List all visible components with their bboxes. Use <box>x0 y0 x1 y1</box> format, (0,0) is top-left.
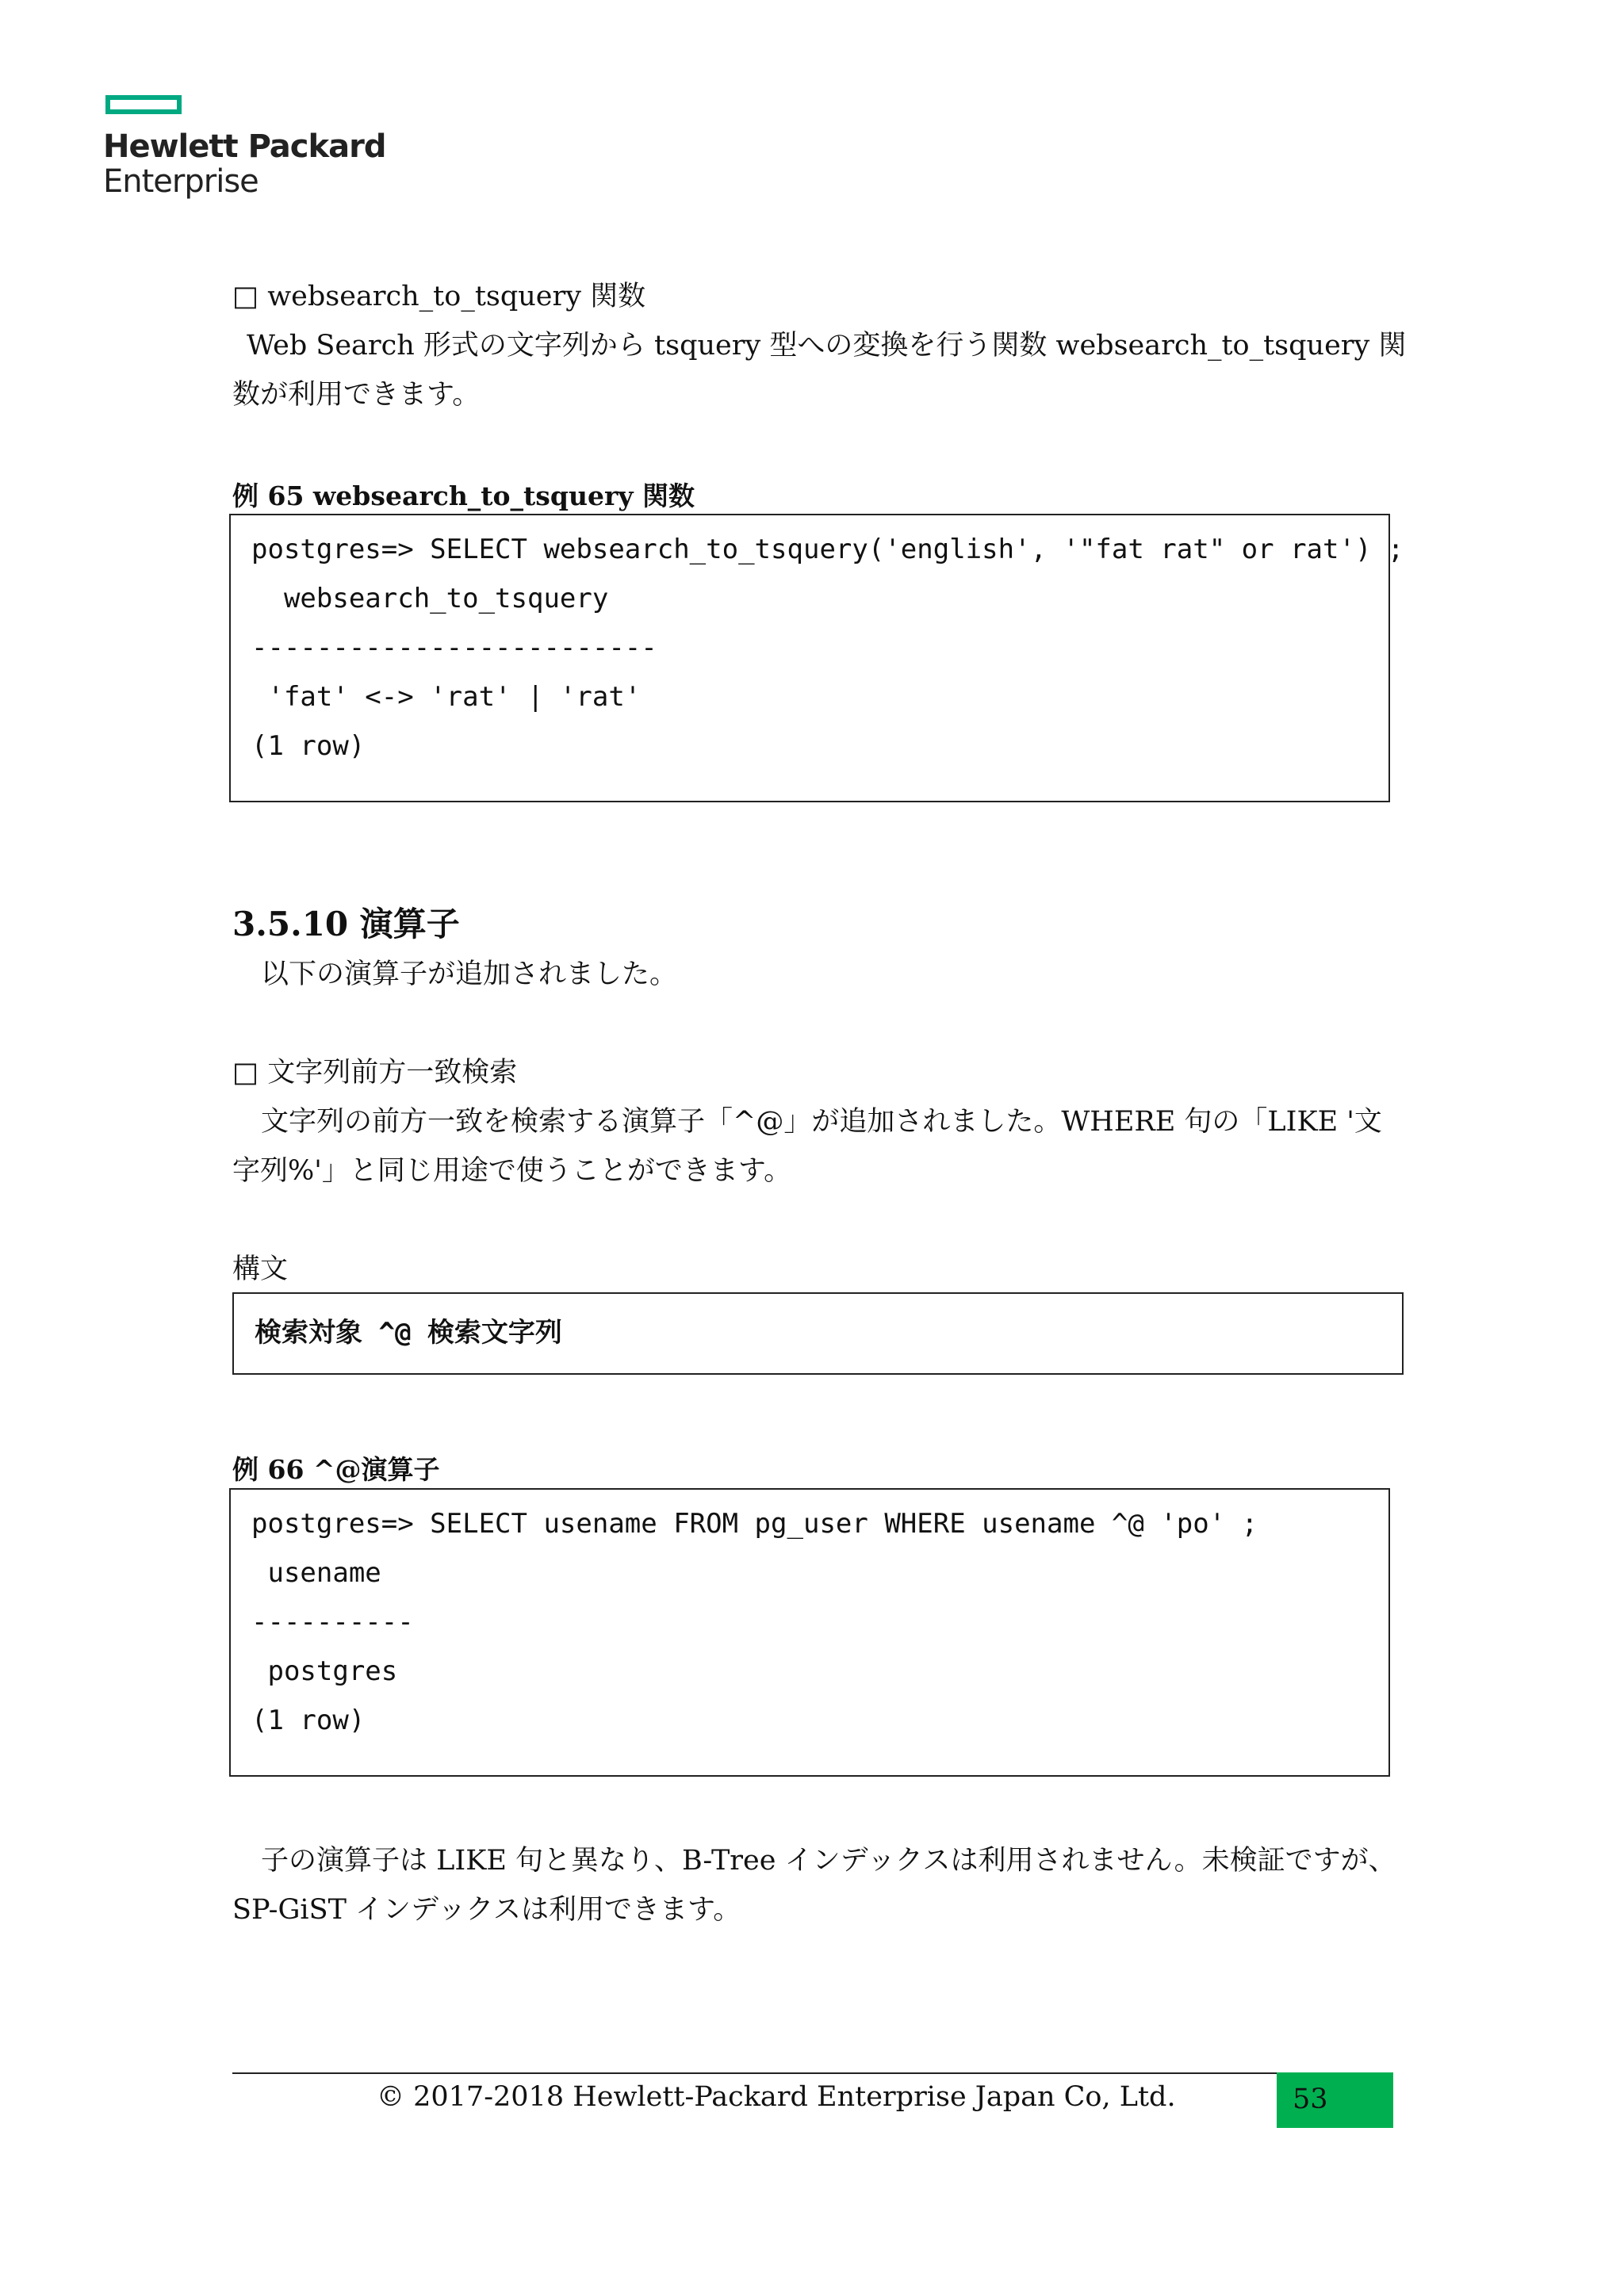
logo-text-line1: Hewlett Packard <box>103 128 386 165</box>
code-line: postgres <box>251 1655 398 1687</box>
code-line: postgres=> SELECT usename FROM pg_user WHERE usename ^@ 'po' ; <box>251 1508 1258 1540</box>
code-line: 'fat' <-> 'rat' | 'rat' <box>251 681 642 713</box>
code-line: ---------- <box>251 1606 414 1638</box>
footer-divider <box>232 2072 1392 2074</box>
footer-copyright: © 2017-2018 Hewlett-Packard Enterprise Japan Co, Ltd. <box>377 2081 1176 2113</box>
paragraph-line: 子の演算子は LIKE 句と異なり、B-Tree インデックスは利用されません。未検証ですが、 <box>261 1845 1396 1877</box>
paragraph-line: 文字列の前方一致を検索する演算子「^@」が追加されました。WHERE 句の「LIKE '文 <box>261 1106 1382 1138</box>
example-65-caption: 例 65 websearch_to_tsquery 関数 <box>232 480 695 511</box>
section-title-websearch: □ websearch_to_tsquery 関数 <box>232 281 646 312</box>
code-line: usename <box>251 1557 381 1589</box>
paragraph-line: Web Search 形式の文字列から tsquery 型への変換を行う関数 websearch_to_tsquery 関 <box>247 330 1407 362</box>
hpe-logo-mark <box>105 95 182 114</box>
code-line: (1 row) <box>251 730 366 762</box>
code-line: websearch_to_tsquery <box>251 583 609 614</box>
syntax-line: 検索対象 ^@ 検索文字列 <box>255 1317 562 1349</box>
section-title-prefix-match: □ 文字列前方一致検索 <box>232 1057 518 1089</box>
paragraph-line: 字列%'」と同じ用途で使うことができます。 <box>232 1155 792 1187</box>
logo-text-line2: Enterprise <box>103 163 259 200</box>
syntax-caption: 構文 <box>232 1253 289 1285</box>
code-line: postgres=> SELECT websearch_to_tsquery('english', '"fat rat" or rat') ; <box>251 534 1404 565</box>
paragraph-line: 数が利用できます。 <box>232 379 481 411</box>
example-66-caption: 例 66 ^@演算子 <box>232 1454 440 1485</box>
syntax-box <box>232 1292 1404 1375</box>
code-block-example-66 <box>229 1488 1390 1777</box>
paragraph-line: 以下の演算子が追加されました。 <box>261 959 678 990</box>
code-line: ------------------------- <box>251 632 657 664</box>
code-line: (1 row) <box>251 1705 366 1736</box>
page-number: 53 <box>1293 2084 1328 2115</box>
section-heading-operators: 3.5.10 演算子 <box>232 905 460 943</box>
code-block-example-65 <box>229 514 1404 802</box>
paragraph-line: SP-GiST インデックスは利用できます。 <box>232 1894 741 1926</box>
